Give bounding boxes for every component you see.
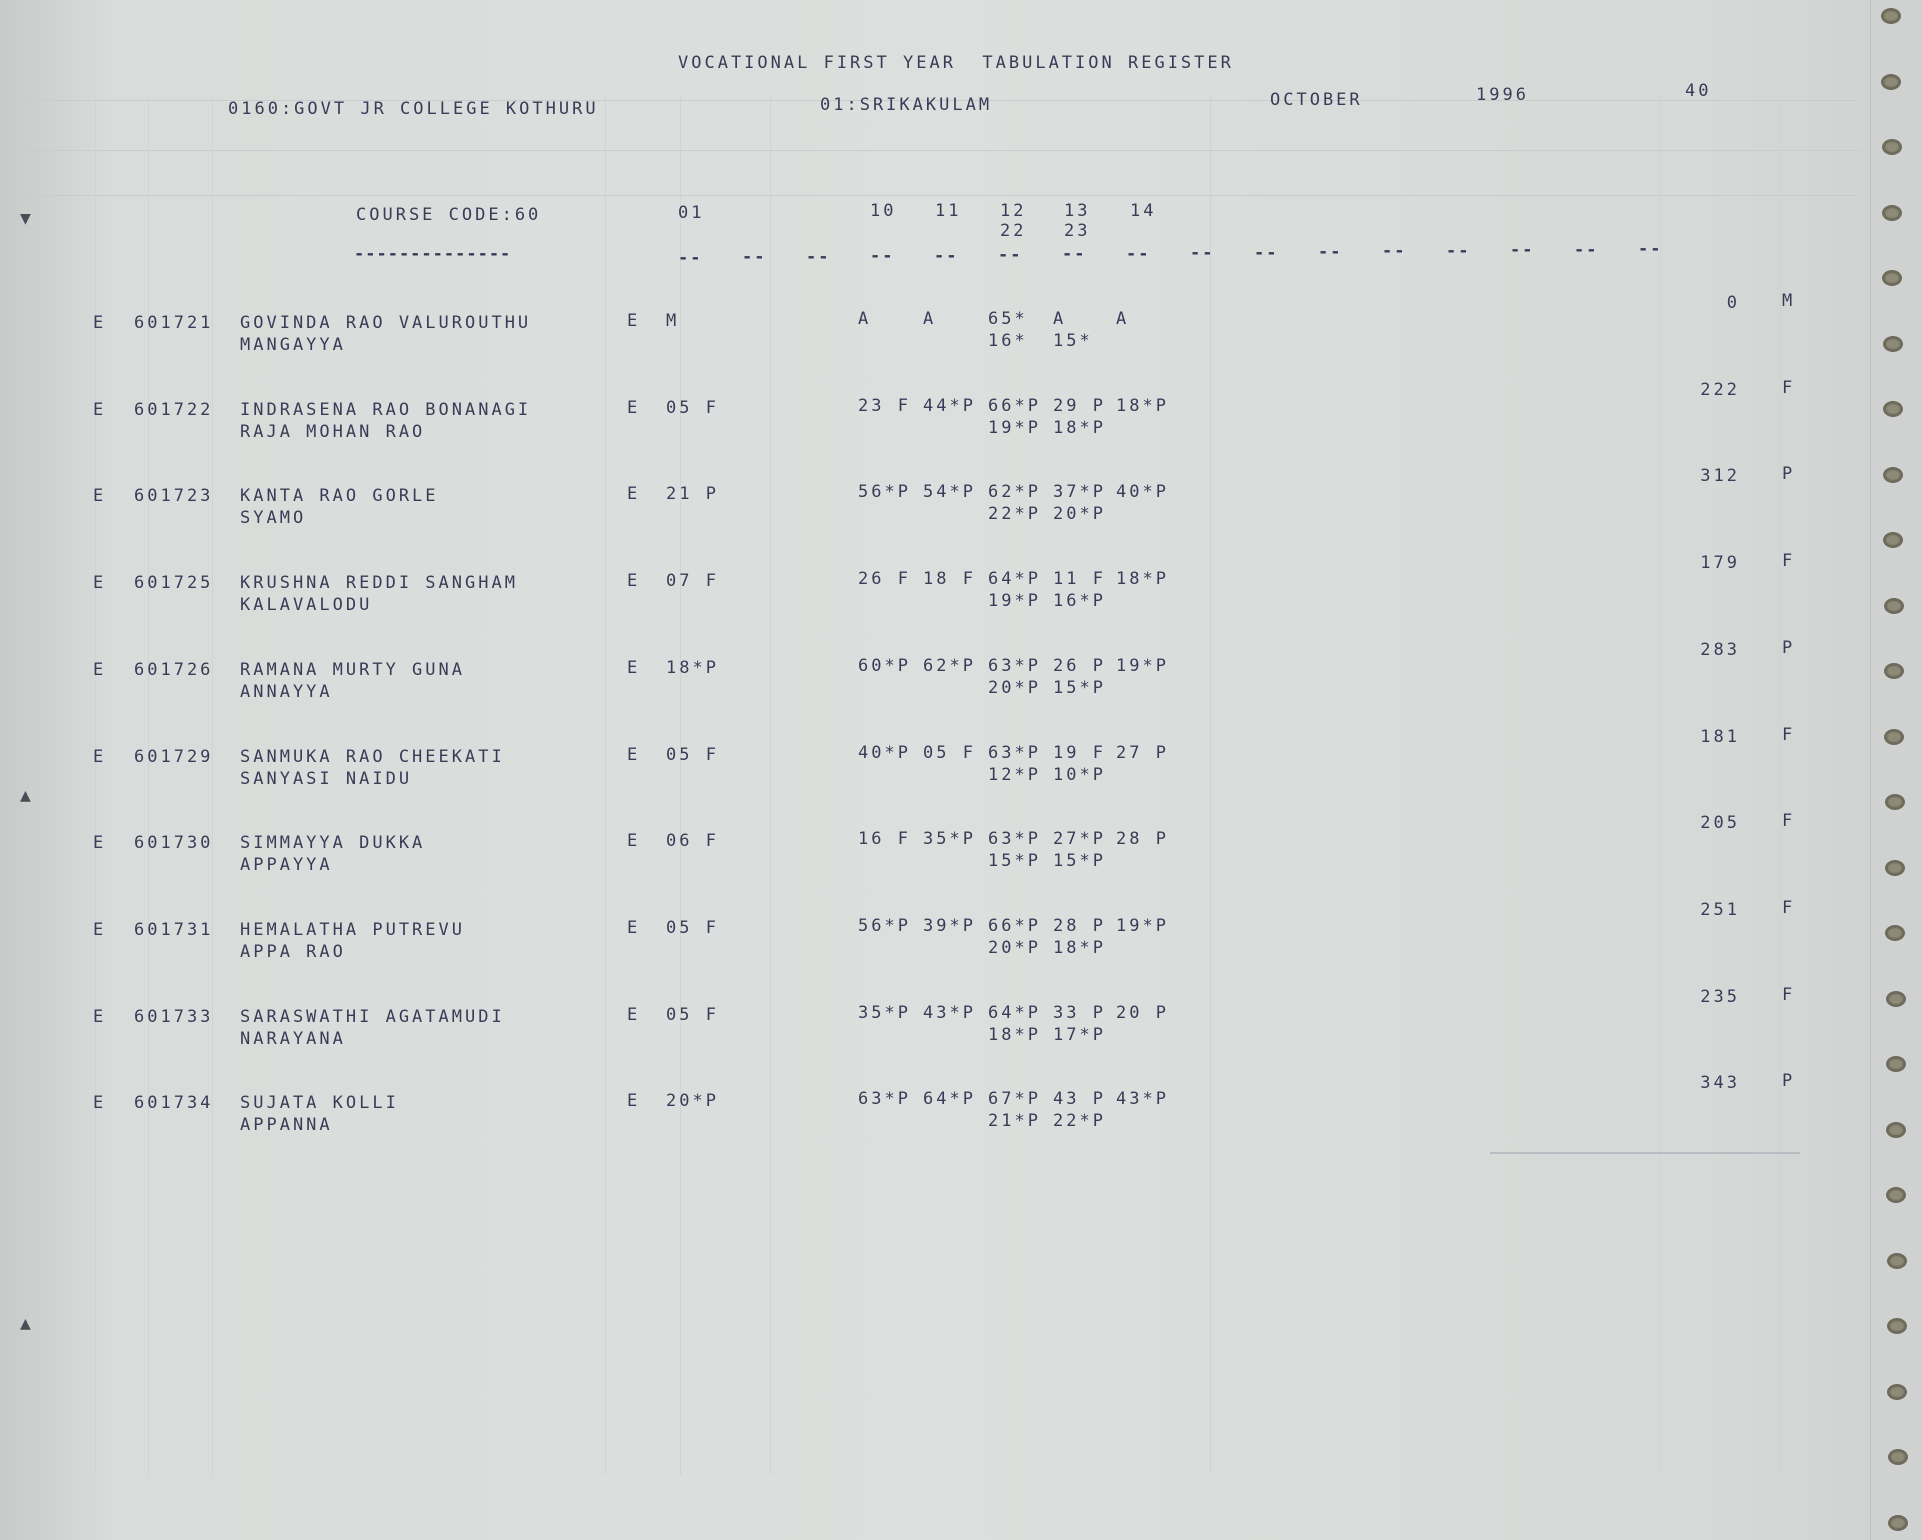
column-header-13: 13 [1064,201,1091,221]
category-code: E [93,746,107,767]
category-code: E [93,833,107,854]
column-dash: -- [1254,243,1279,263]
mark-14: A [1116,309,1130,329]
column-dash: -- [998,245,1023,265]
mark-14: 27 P [1116,742,1169,763]
roll-number: 601730 [134,833,214,854]
mark-12: 66*P [988,915,1041,936]
column-dash: -- [1318,242,1343,262]
student-surname-line: SANMUKA RAO CHEEKATI [240,746,505,767]
student-row [0,724,1860,806]
mark-11: 54*P [923,482,976,503]
mark-14: 43*P [1116,1089,1169,1110]
roll-number: 601726 [134,659,214,680]
college-name: 0160:GOVT JR COLLEGE KOTHURU [228,99,599,119]
course-code-underline: -------------- [354,244,512,264]
tractor-feed-strip [1870,0,1922,1540]
student-surname-line: SARASWATHI AGATAMUDI [240,1006,505,1027]
category-code: E [93,399,107,420]
student-row [0,291,1860,372]
feed-hole-icon [1883,532,1903,548]
mark-11: 18 F [923,569,976,590]
student-name-line: ANNAYYA [240,681,333,702]
medium-code: E [627,1004,641,1025]
feed-hole-icon [1883,336,1903,352]
feed-hole-icon [1882,205,1902,221]
feed-hole-icon [1887,1253,1907,1269]
student-row [0,1071,1860,1152]
mark-14: 28 P [1116,829,1169,850]
medium-code: E [627,657,641,678]
column-header-01: 01 [678,203,705,223]
mark-12: 67*P [988,1089,1041,1110]
feed-hole-icon [1881,74,1901,90]
student-name-line: KALAVALODU [240,595,373,616]
student-row [0,551,1860,632]
mark-13: 33 P [1053,1002,1106,1023]
student-name-line: RAJA MOHAN RAO [240,421,426,442]
feed-hole-icon [1886,1056,1906,1072]
mark-13: 26 P [1053,655,1106,676]
mark-12: 62*P [988,482,1041,503]
column-dash: -- [678,248,703,268]
exam-month: OCTOBER [1270,90,1363,110]
feed-hole-icon [1883,467,1903,483]
mark-23: 17*P [1053,1024,1106,1045]
mark-11: 05 F [923,742,976,763]
mark-10: A [858,309,872,329]
mark-13: A [1053,309,1067,329]
mark-13: 43 P [1053,1089,1106,1110]
student-row [0,377,1860,459]
mark-01: 07 F [666,571,719,592]
medium-code: E [627,397,641,418]
mark-23: 15*P [1053,851,1106,872]
column-header-10: 10 [870,201,897,221]
category-code: E [93,1006,107,1027]
result-code: F [1782,377,1796,398]
feed-hole-icon [1886,991,1906,1007]
feed-hole-icon [1884,663,1904,679]
feed-hole-icon [1887,1318,1907,1334]
mark-01: 06 F [666,831,719,852]
category-code: E [93,659,107,680]
student-surname-line: GOVINDA RAO VALUROUTHU [240,313,532,333]
mark-22: 20*P [988,937,1041,958]
margin-marker-up-icon: ▲ [20,1313,31,1334]
mark-13: 37*P [1053,482,1106,503]
total-marks: 0 [1726,293,1740,313]
mark-13: 19 F [1053,742,1106,763]
feed-hole-icon [1888,1515,1908,1531]
student-surname-line: RAMANA MURTY GUNA [240,659,465,680]
feed-hole-icon [1885,925,1905,941]
mark-14: 19*P [1116,915,1169,936]
mark-12: 66*P [988,395,1041,416]
total-marks: 179 [1700,553,1740,574]
feed-hole-icon [1883,401,1903,417]
mark-10: 16 F [858,829,911,850]
column-dash: -- [1638,239,1663,259]
mark-23: 10*P [1053,764,1106,785]
mark-22: 21*P [988,1111,1041,1132]
feed-hole-icon [1884,598,1904,614]
mark-22: 12*P [988,764,1041,785]
course-code: COURSE CODE:60 [356,205,542,225]
student-row [0,637,1860,719]
category-code: E [93,919,107,940]
student-name-line: NARAYANA [240,1028,346,1049]
feed-hole-icon [1886,1122,1906,1138]
mark-01: 05 F [666,744,719,765]
mark-13: 27*P [1053,829,1106,850]
roll-number: 601725 [134,573,214,594]
student-name-line: MANGAYYA [240,335,346,355]
student-row [0,897,1860,979]
form-rule [30,150,1860,151]
mark-01: 21 P [666,484,719,505]
mark-22: 19*P [988,591,1041,612]
column-header-14: 14 [1130,201,1157,221]
column-dash: -- [1574,240,1599,260]
category-code: E [93,486,107,507]
medium-code: E [627,744,641,765]
column-dash: -- [806,247,831,267]
result-code: F [1782,811,1796,832]
mark-11: 44*P [923,395,976,416]
total-marks: 283 [1700,639,1740,660]
mark-23: 18*P [1053,937,1106,958]
feed-hole-icon [1886,1187,1906,1203]
student-row [0,811,1860,892]
mark-22: 16* [988,331,1028,351]
feed-hole-icon [1887,1384,1907,1400]
result-code: P [1782,637,1796,658]
mark-23: 15* [1053,331,1093,351]
result-code: F [1782,551,1796,572]
medium-code: E [627,917,641,938]
student-name-line: SANYASI NAIDU [240,768,413,789]
column-dash: -- [742,247,767,267]
category-code: E [93,313,107,333]
mark-12: 65* [988,309,1028,329]
result-code: F [1782,984,1796,1005]
result-code: M [1782,291,1796,311]
student-name-line: APPA RAO [240,941,346,962]
mark-14: 18*P [1116,569,1169,590]
student-name-line: APPAYYA [240,855,333,876]
mark-14: 19*P [1116,655,1169,676]
mark-11: 43*P [923,1002,976,1023]
feed-hole-icon [1882,139,1902,155]
mark-11: 39*P [923,915,976,936]
column-header-23: 23 [1064,221,1091,241]
total-marks: 205 [1700,813,1740,834]
mark-10: 40*P [858,742,911,763]
total-marks: 251 [1700,899,1740,920]
mark-22: 18*P [988,1024,1041,1045]
total-marks: 235 [1700,986,1740,1007]
mark-01: 18*P [666,657,719,678]
student-name-line: SYAMO [240,508,307,529]
student-surname-line: KRUSHNA REDDI SANGHAM [240,573,518,594]
mark-22: 15*P [988,851,1041,872]
mark-23: 22*P [1053,1111,1106,1132]
margin-marker-down-icon: ▼ [20,208,31,229]
mark-10: 35*P [858,1002,911,1023]
mark-11: 64*P [923,1089,976,1110]
mark-14: 20 P [1116,1002,1169,1023]
mark-13: 28 P [1053,915,1106,936]
margin-marker-up-icon: ▲ [20,785,31,806]
mark-23: 15*P [1053,677,1106,698]
roll-number: 601721 [134,313,214,333]
mark-23: 20*P [1053,504,1106,525]
column-dash: -- [1190,243,1215,263]
total-marks: 222 [1700,379,1740,400]
student-surname-line: SIMMAYYA DUKKA [240,833,426,854]
mark-01: M [666,311,680,331]
mark-10: 63*P [858,1089,911,1110]
mark-22: 22*P [988,504,1041,525]
mark-01: 05 F [666,397,719,418]
mark-10: 60*P [858,655,911,676]
column-dash: -- [934,246,959,266]
feed-hole-icon [1884,729,1904,745]
mark-12: 64*P [988,569,1041,590]
register-title: VOCATIONAL FIRST YEAR TABULATION REGISTER [678,53,1234,73]
district-name: 01:SRIKAKULAM [820,95,993,115]
mark-23: 18*P [1053,417,1106,438]
result-code: F [1782,897,1796,918]
result-code: P [1782,1071,1796,1092]
column-dash: -- [1446,241,1471,261]
mark-10: 26 F [858,569,911,590]
column-dash: -- [870,246,895,266]
mark-13: 11 F [1053,569,1106,590]
form-rule [30,195,1860,196]
student-name-line: APPANNA [240,1115,333,1136]
mark-12: 63*P [988,742,1041,763]
page-number: 40 [1685,81,1712,101]
medium-code: E [627,571,641,592]
mark-10: 56*P [858,915,911,936]
mark-11: A [923,309,937,329]
column-header-11: 11 [935,201,962,221]
column-dash: -- [1510,240,1535,260]
mark-12: 63*P [988,829,1041,850]
result-code: F [1782,724,1796,745]
mark-10: 56*P [858,482,911,503]
mark-13: 29 P [1053,395,1106,416]
feed-hole-icon [1882,270,1902,286]
student-surname-line: KANTA RAO GORLE [240,486,439,507]
category-code: E [93,573,107,594]
medium-code: E [627,1091,641,1112]
medium-code: E [627,311,641,331]
feed-hole-icon [1881,8,1901,24]
mark-22: 20*P [988,677,1041,698]
roll-number: 601734 [134,1093,214,1114]
mark-01: 05 F [666,1004,719,1025]
column-dash: -- [1062,244,1087,264]
mark-12: 63*P [988,655,1041,676]
student-surname-line: HEMALATHA PUTREVU [240,919,465,940]
mark-23: 16*P [1053,591,1106,612]
student-row [0,464,1860,545]
roll-number: 601733 [134,1006,214,1027]
roll-number: 601723 [134,486,214,507]
mark-11: 35*P [923,829,976,850]
medium-code: E [627,484,641,505]
feed-hole-icon [1885,860,1905,876]
mark-11: 62*P [923,655,976,676]
total-marks: 343 [1700,1073,1740,1094]
mark-14: 18*P [1116,395,1169,416]
column-header-22: 22 [1000,221,1027,241]
student-surname-line: INDRASENA RAO BONANAGI [240,399,532,420]
mark-14: 40*P [1116,482,1169,503]
ink-trace [1490,1152,1800,1154]
total-marks: 181 [1700,726,1740,747]
student-row [0,984,1860,1066]
mark-01: 20*P [666,1091,719,1112]
roll-number: 601729 [134,746,214,767]
mark-01: 05 F [666,917,719,938]
exam-year: 1996 [1476,85,1529,105]
feed-hole-icon [1885,794,1905,810]
mark-10: 23 F [858,395,911,416]
mark-12: 64*P [988,1002,1041,1023]
roll-number: 601731 [134,919,214,940]
medium-code: E [627,831,641,852]
column-header-12: 12 [1000,201,1027,221]
roll-number: 601722 [134,399,214,420]
column-dash: -- [1126,244,1151,264]
student-surname-line: SUJATA KOLLI [240,1093,399,1114]
result-code: P [1782,464,1796,485]
category-code: E [93,1093,107,1114]
mark-22: 19*P [988,417,1041,438]
total-marks: 312 [1700,466,1740,487]
column-dash: -- [1382,241,1407,261]
feed-hole-icon [1888,1449,1908,1465]
